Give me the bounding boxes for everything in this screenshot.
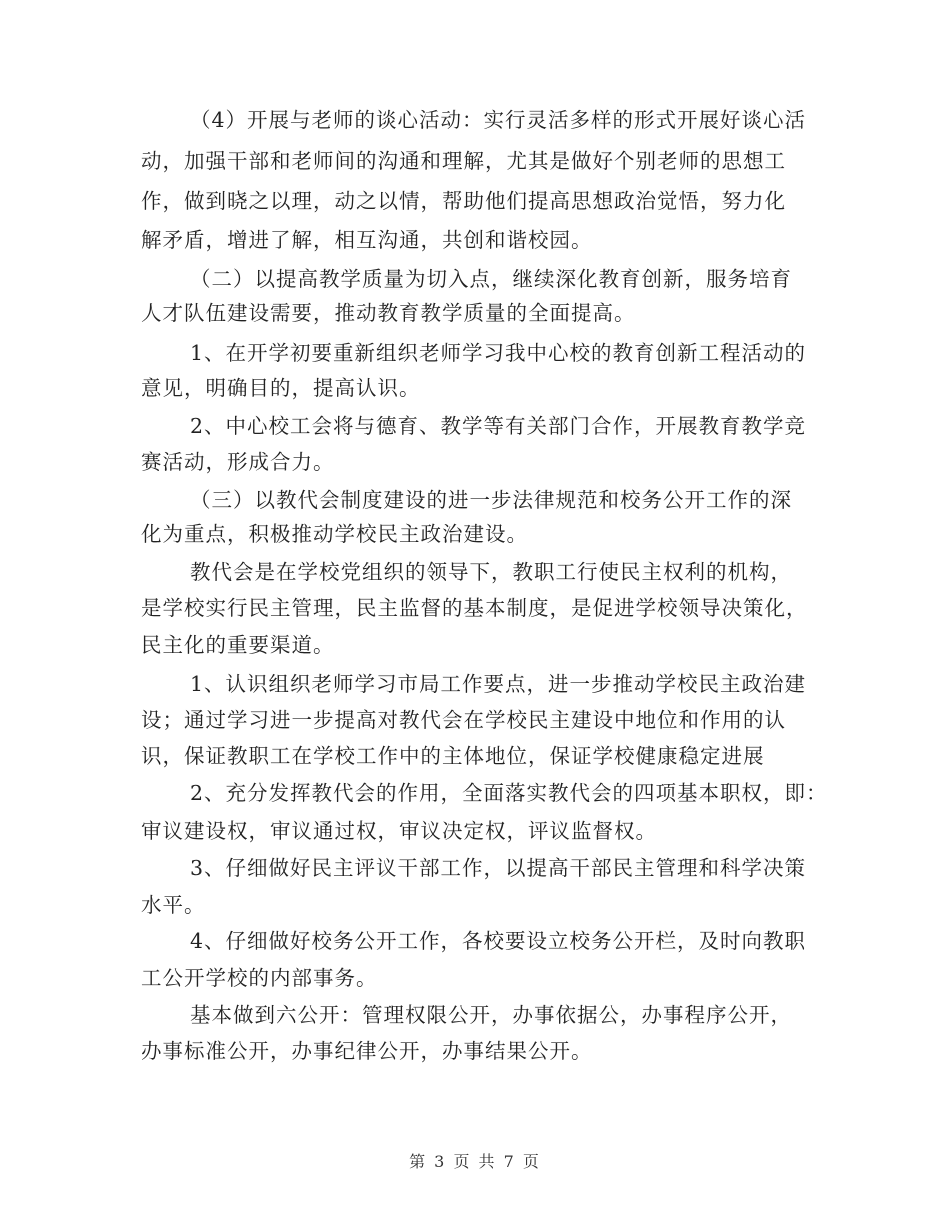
text-line: 设；通过学习进一步提高对教代会在学校民主建设中地位和作用的认: [141, 708, 786, 732]
text-line: 赛活动，形成合力。: [141, 450, 335, 474]
text-line: 2、中心校工会将与德育、教学等有关部门合作，开展教育教学竞: [190, 414, 807, 438]
text-line: 1、在开学初要重新组织老师学习我中心校的教育创新工程活动的: [190, 341, 807, 365]
text-line: 审议建设权，审议通过权，审议决定权，评议监督权。: [141, 819, 657, 843]
text-line: 1、认识组织老师学习市局工作要点，进一步推动学校民主政治建: [190, 672, 807, 696]
text-line: 意见，明确目的，提高认识。: [141, 376, 421, 400]
text-line: 解矛盾，增进了解，相互沟通，共创和谐校园。: [141, 228, 593, 252]
text-line: （4）开展与老师的谈心活动：实行灵活多样的形式开展好谈心活: [190, 108, 807, 132]
text-line: 3、仔细做好民主评议干部工作，以提高干部民主管理和科学决策: [190, 856, 807, 880]
text-line: 民主化的重要渠道。: [141, 633, 335, 657]
text-line: 作，做到晓之以理，动之以情，帮助他们提高思想政治觉悟，努力化: [141, 189, 786, 213]
text-line: 4、仔细做好校务公开工作，各校要设立校务公开栏，及时向教职: [190, 929, 807, 953]
text-line: （二）以提高教学质量为切入点，继续深化教育创新，服务培育: [190, 267, 792, 291]
text-line: 动，加强干部和老师间的沟通和理解，尤其是做好个别老师的思想工: [141, 149, 786, 173]
text-line: 人才队伍建设需要，推动教育教学质量的全面提高。: [141, 301, 636, 325]
text-line: 工公开学校的内部事务。: [141, 966, 378, 990]
text-line: 2、充分发挥教代会的作用，全面落实教代会的四项基本职权，即：: [190, 781, 828, 805]
text-line: 办事标准公开，办事纪律公开，办事结果公开。: [141, 1039, 593, 1063]
text-line: 水平。: [141, 893, 206, 917]
text-line: 基本做到六公开：管理权限公开，办事依据公，办事程序公开，: [190, 1003, 792, 1027]
text-line: 识，保证教职工在学校工作中的主体地位，保证学校健康稳定进展: [141, 744, 765, 768]
text-line: （三）以教代会制度建设的进一步法律规范和校务公开工作的深: [190, 488, 792, 512]
text-line: 化为重点，积极推动学校民主政治建设。: [141, 522, 528, 546]
page-number: 第 3 页 共 7 页: [409, 1152, 541, 1171]
text-line: 是学校实行民主管理，民主监督的基本制度，是促进学校领导决策化，: [141, 596, 808, 620]
text-line: 教代会是在学校党组织的领导下，教职工行使民主权利的机构，: [190, 560, 792, 584]
